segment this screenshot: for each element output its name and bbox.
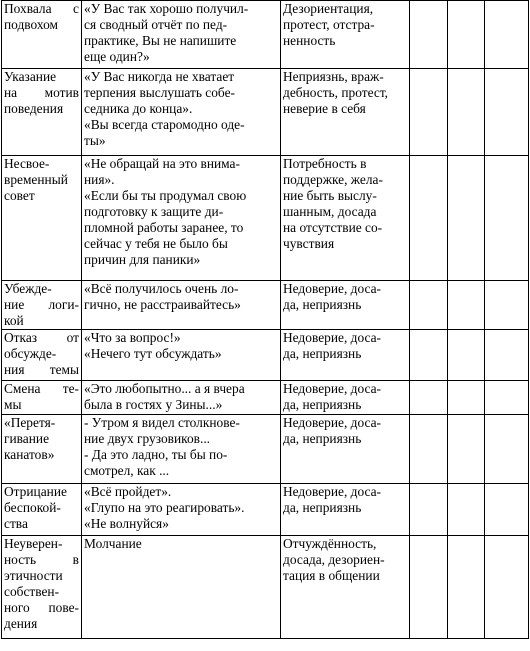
empty-cell bbox=[485, 69, 529, 156]
technique-line: Несвое- bbox=[4, 156, 50, 171]
technique-line: мы bbox=[4, 397, 22, 412]
reaction-cell bbox=[281, 330, 410, 381]
example-phrase bbox=[84, 156, 278, 188]
example-line: ние двух грузовиков... bbox=[84, 431, 211, 446]
empty-cell bbox=[410, 1, 448, 69]
technique-line: совет bbox=[4, 188, 35, 203]
example-line: практике, Вы не напишите bbox=[84, 33, 237, 48]
empty-cell bbox=[485, 1, 529, 69]
empty-cell bbox=[410, 281, 448, 330]
empty-cell bbox=[448, 330, 485, 381]
example-phrase bbox=[84, 536, 278, 552]
reaction-line: ние быть выслу- bbox=[283, 188, 377, 203]
table-row bbox=[2, 156, 529, 281]
table-row bbox=[2, 330, 529, 381]
example-phrase bbox=[84, 516, 278, 532]
example-line: подготовку к защите ди- bbox=[84, 204, 224, 219]
empty-cell bbox=[410, 536, 448, 639]
empty-cell bbox=[448, 415, 485, 484]
example-cell bbox=[82, 156, 281, 281]
technique-cell bbox=[2, 536, 82, 639]
empty-cell bbox=[410, 484, 448, 536]
empty-cell bbox=[410, 156, 448, 281]
example-phrase bbox=[84, 1, 278, 65]
reaction-cell bbox=[281, 536, 410, 639]
example-cell bbox=[82, 381, 281, 415]
example-cell bbox=[82, 69, 281, 156]
example-cell bbox=[82, 536, 281, 639]
technique-cell bbox=[2, 484, 82, 536]
reaction-line: ненность bbox=[283, 33, 336, 48]
example-cell bbox=[82, 415, 281, 484]
empty-cell bbox=[485, 156, 529, 281]
reaction-line: досада, дезориен- bbox=[283, 552, 385, 567]
reaction-line: да, неприязнь bbox=[283, 431, 362, 446]
technique-line: поведения bbox=[4, 101, 64, 116]
technique-line: кой bbox=[4, 313, 24, 328]
technique-cell bbox=[2, 156, 82, 281]
technique-line: беспокой- bbox=[4, 500, 61, 515]
technique-line: гивание bbox=[4, 431, 50, 446]
technique-line: «Перетя- bbox=[4, 415, 56, 430]
example-phrase bbox=[84, 447, 278, 479]
example-cell bbox=[82, 484, 281, 536]
technique-line: ность в bbox=[4, 552, 79, 567]
example-line: пломной работы заранее, то bbox=[84, 220, 244, 235]
empty-cell bbox=[485, 484, 529, 536]
example-line: была в гостях у Зины...» bbox=[84, 397, 223, 412]
empty-cell bbox=[448, 536, 485, 639]
empty-cell bbox=[485, 381, 529, 415]
technique-line: подвохом bbox=[4, 17, 58, 32]
technique-line: Похвала с bbox=[4, 1, 79, 16]
reaction-line: да, неприязнь bbox=[283, 346, 362, 361]
table-row bbox=[2, 484, 529, 536]
example-line: «У Вас никогда не хватает bbox=[84, 69, 235, 84]
technique-cell bbox=[2, 1, 82, 69]
reaction-line: дебность, протест, bbox=[283, 85, 389, 100]
example-line: «У Вас так хорошо получил- bbox=[84, 1, 249, 16]
reaction-line: Недоверие, доса- bbox=[283, 330, 381, 345]
reaction-cell bbox=[281, 484, 410, 536]
empty-cell bbox=[448, 69, 485, 156]
empty-cell bbox=[448, 281, 485, 330]
technique-line: Убежде- bbox=[4, 281, 52, 296]
example-line: «Нечего тут обсуждать» bbox=[84, 346, 222, 361]
reaction-cell bbox=[281, 156, 410, 281]
example-cell bbox=[82, 281, 281, 330]
technique-line: этичности bbox=[4, 568, 63, 583]
example-line: «Всё пройдет». bbox=[84, 484, 172, 499]
empty-cell bbox=[448, 381, 485, 415]
reaction-cell bbox=[281, 281, 410, 330]
technique-line: ние логи- bbox=[4, 297, 79, 312]
reaction-cell bbox=[281, 415, 410, 484]
technique-line: канатов» bbox=[4, 447, 55, 462]
technique-line: Неуверен- bbox=[4, 536, 63, 551]
example-line: причин для паники» bbox=[84, 252, 201, 267]
table-body bbox=[2, 1, 529, 639]
empty-cell bbox=[485, 536, 529, 639]
example-phrase bbox=[84, 381, 278, 413]
table-row bbox=[2, 381, 529, 415]
example-line: гично, не расстраивайтесь» bbox=[84, 297, 241, 312]
technique-cell bbox=[2, 415, 82, 484]
reaction-cell bbox=[281, 381, 410, 415]
reaction-line: шанным, досада bbox=[283, 204, 377, 219]
example-phrase bbox=[84, 69, 278, 117]
example-line: «Что за вопрос!» bbox=[84, 330, 181, 345]
technique-line: обсужде- bbox=[4, 346, 57, 361]
example-line: «Вы всегда старомодно оде- bbox=[84, 117, 245, 132]
reaction-cell bbox=[281, 1, 410, 69]
empty-cell bbox=[410, 381, 448, 415]
reaction-line: неверие в себя bbox=[283, 101, 366, 116]
example-line: ты» bbox=[84, 133, 106, 148]
reaction-line: Недоверие, доса- bbox=[283, 484, 381, 499]
table-row bbox=[2, 1, 529, 69]
technique-line: Указание bbox=[4, 69, 57, 84]
example-line: Молчание bbox=[84, 536, 142, 551]
example-line: «Глупо на это реагировать». bbox=[84, 500, 245, 515]
reaction-cell bbox=[281, 69, 410, 156]
empty-cell bbox=[485, 330, 529, 381]
example-line: еще один?» bbox=[84, 49, 150, 64]
empty-cell bbox=[448, 484, 485, 536]
reaction-line: на отсутствие со- bbox=[283, 220, 383, 235]
technique-line: собствен- bbox=[4, 584, 60, 599]
example-line: «Не волнуйся» bbox=[84, 516, 169, 531]
empty-cell bbox=[485, 281, 529, 330]
example-line: - Да это ладно, ты бы по- bbox=[84, 447, 228, 462]
example-phrase bbox=[84, 117, 278, 149]
reaction-line: Недоверие, доса- bbox=[283, 281, 381, 296]
technique-line: Отказ от bbox=[4, 330, 79, 345]
example-phrase bbox=[84, 484, 278, 500]
technique-line: ния темы bbox=[4, 362, 79, 377]
reaction-line: Недоверие, доса- bbox=[283, 381, 381, 396]
empty-cell bbox=[448, 156, 485, 281]
example-line: ния». bbox=[84, 172, 115, 187]
reaction-line: да, неприязнь bbox=[283, 397, 362, 412]
example-line: ся сводный отчёт по пед- bbox=[84, 17, 228, 32]
example-cell bbox=[82, 1, 281, 69]
example-cell bbox=[82, 330, 281, 381]
reaction-line: да, неприязнь bbox=[283, 297, 362, 312]
technique-line: ства bbox=[4, 516, 28, 531]
technique-cell bbox=[2, 330, 82, 381]
technique-line: ного пове- bbox=[4, 600, 79, 615]
reaction-line: Дезориентация, bbox=[283, 1, 374, 16]
technique-line: на мотив bbox=[4, 85, 79, 100]
reaction-line: Потребность в bbox=[283, 156, 367, 171]
example-line: сейчас у тебя не было бы bbox=[84, 236, 228, 251]
example-line: «Не обращай на это внима- bbox=[84, 156, 240, 171]
example-line: седника до конца». bbox=[84, 101, 193, 116]
empty-cell bbox=[410, 330, 448, 381]
empty-cell bbox=[410, 415, 448, 484]
example-line: «Всё получилось очень ло- bbox=[84, 281, 239, 296]
example-phrase bbox=[84, 188, 278, 268]
reaction-line: поддержке, жела- bbox=[283, 172, 383, 187]
reaction-line: протест, отстра- bbox=[283, 17, 375, 32]
example-phrase bbox=[84, 281, 278, 313]
reaction-line: чувствия bbox=[283, 236, 335, 251]
example-line: «Это любопытно... а я вчера bbox=[84, 381, 245, 396]
example-phrase bbox=[84, 415, 278, 447]
example-line: терпения выслушать собе- bbox=[84, 85, 235, 100]
example-line: смотрел, как ... bbox=[84, 463, 170, 478]
example-phrase bbox=[84, 346, 278, 362]
example-phrase bbox=[84, 500, 278, 516]
table-row bbox=[2, 69, 529, 156]
technique-line: дения bbox=[4, 616, 38, 631]
technique-line: Смена те- bbox=[4, 381, 79, 396]
table-row bbox=[2, 415, 529, 484]
technique-line: Отрицание bbox=[4, 484, 67, 499]
technique-cell bbox=[2, 69, 82, 156]
example-phrase bbox=[84, 330, 278, 346]
communication-barriers-table bbox=[1, 0, 529, 639]
technique-cell bbox=[2, 381, 82, 415]
empty-cell bbox=[448, 1, 485, 69]
technique-line: временный bbox=[4, 172, 68, 187]
reaction-line: да, неприязнь bbox=[283, 500, 362, 515]
table-row bbox=[2, 536, 529, 639]
example-line: «Если бы ты продумал свою bbox=[84, 188, 247, 203]
empty-cell bbox=[485, 415, 529, 484]
reaction-line: Неприязнь, враж- bbox=[283, 69, 384, 84]
empty-cell bbox=[410, 69, 448, 156]
reaction-line: тация в общении bbox=[283, 568, 380, 583]
reaction-line: Недоверие, доса- bbox=[283, 415, 381, 430]
example-line: - Утром я видел столкнове- bbox=[84, 415, 240, 430]
table-row bbox=[2, 281, 529, 330]
reaction-line: Отчуждённость, bbox=[283, 536, 377, 551]
technique-cell bbox=[2, 281, 82, 330]
